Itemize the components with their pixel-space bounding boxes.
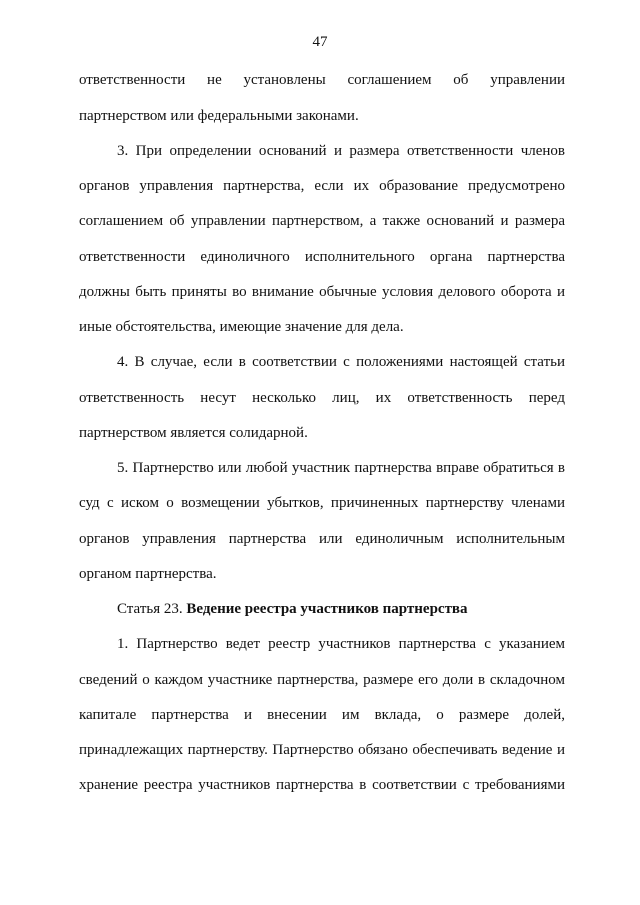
article-title: Ведение реестра участников партнерства bbox=[186, 601, 468, 617]
paragraph-start: 1. Партнерство ведет реестр участников партнерства с указанием bbox=[117, 636, 565, 652]
text-line: ответственности не установлены соглашением об управлении bbox=[79, 72, 565, 88]
text-line: хранение реестра участников партнерства в соответствии с требованиями bbox=[79, 777, 565, 793]
text-line: принадлежащих партнерству. Партнерство обязано обеспечивать ведение и bbox=[79, 742, 565, 758]
text-line: партнерством или федеральными законами. bbox=[79, 108, 359, 124]
article-number: Статья 23. bbox=[117, 601, 183, 617]
paragraph-start: 3. При определении оснований и размера ответственности членов bbox=[117, 143, 565, 159]
text-line: органом партнерства. bbox=[79, 566, 217, 582]
paragraph-start: 5. Партнерство или любой участник партнерства вправе обратиться в bbox=[117, 460, 565, 476]
text-line: должны быть приняты во внимание обычные условия делового оборота и bbox=[79, 284, 565, 300]
text-line: ответственность несут несколько лиц, их ответственность перед bbox=[79, 390, 565, 406]
text-line: иные обстоятельства, имеющие значение для дела. bbox=[79, 319, 404, 335]
text-line: органов управления партнерства, если их образование предусмотрено bbox=[79, 178, 565, 194]
text-line: органов управления партнерства или единоличным исполнительным bbox=[79, 531, 565, 547]
text-line: ответственности единоличного исполнительного органа партнерства bbox=[79, 249, 565, 265]
text-line: партнерством является солидарной. bbox=[79, 425, 308, 441]
article-heading bbox=[117, 599, 565, 619]
text-line: капитале партнерства и внесении им вклада, о размере долей, bbox=[79, 707, 565, 723]
page-number: 47 bbox=[312, 34, 328, 50]
text-line: сведений о каждом участнике партнерства, размере его доли в складочном bbox=[79, 672, 565, 688]
text-line: суд с иском о возмещении убытков, причиненных партнерству членами bbox=[79, 495, 565, 511]
text-line: соглашением об управлении партнерством, а также оснований и размера bbox=[79, 213, 565, 229]
paragraph-start: 4. В случае, если в соответствии с положениями настоящей статьи bbox=[117, 354, 565, 370]
